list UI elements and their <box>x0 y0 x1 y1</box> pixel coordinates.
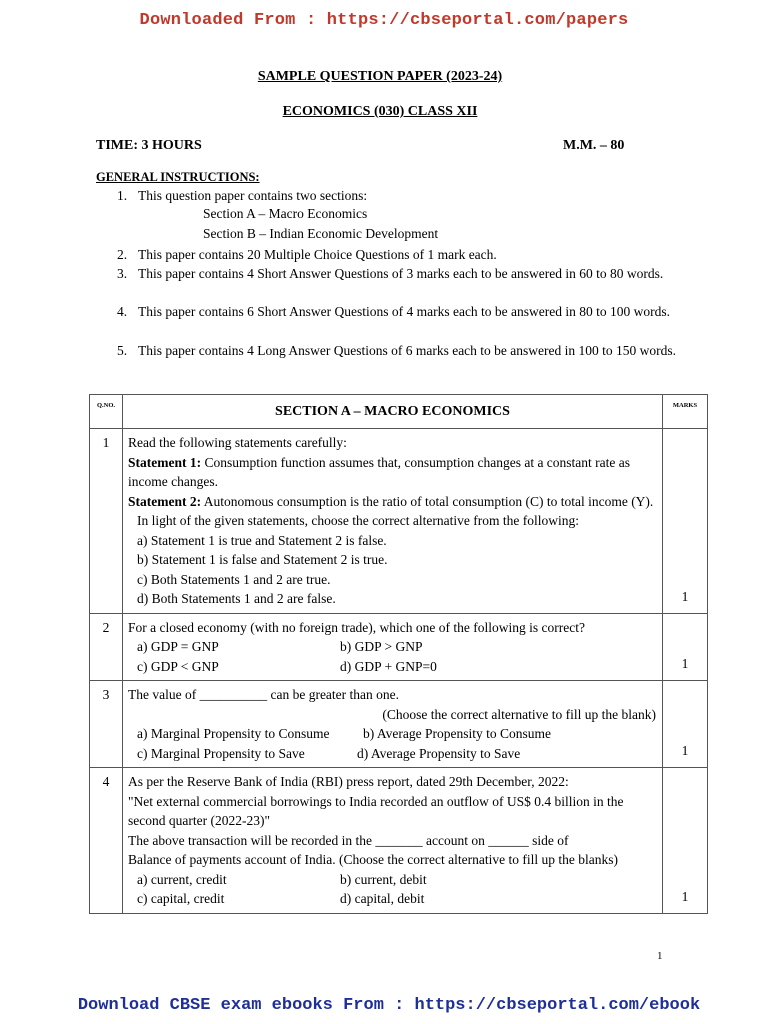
question-body <box>123 429 663 614</box>
instruction-number: 4. <box>117 304 128 319</box>
statement-1 <box>128 453 658 492</box>
ebook-download-banner[interactable]: Download CBSE exam ebooks From : https://cbseportal.com/ebook <box>77 996 701 1015</box>
option-row <box>128 637 658 657</box>
answer-option: a) GDP = GNP <box>137 639 219 654</box>
section-b-label: Section B – Indian Economic Development <box>203 226 439 241</box>
question-text: For a closed economy (with no foreign trade), which one of the following is correct? <box>128 619 585 635</box>
instruction-number: 5. <box>117 343 128 358</box>
question-text: As per the Reserve Bank of India (RBI) press report, dated 29th December, 2022: <box>128 774 569 789</box>
question-quote: "Net external commercial borrowings to India recorded an outflow of US$ 0.4 billion in the second quarter (2022-23)" <box>128 793 624 828</box>
option-row <box>128 870 658 890</box>
question-marks: 1 <box>663 681 708 768</box>
question-number: 4 <box>90 768 123 914</box>
answer-option: b) GDP > GNP <box>340 639 423 654</box>
answer-option: d) capital, debit <box>340 891 425 906</box>
instruction-item <box>117 245 677 265</box>
answer-option: b) current, debit <box>340 871 427 887</box>
instruction-item <box>117 341 677 361</box>
answer-option: c) Marginal Propensity to Save <box>137 745 305 761</box>
statement-text: Consumption function assumes that, consumption changes at a constant rate as income changes. <box>128 454 631 489</box>
instruction-text: This paper contains 4 Short Answer Questions of 3 marks each to be answered in 60 to 80 words. <box>138 266 664 281</box>
instruction-text: This paper contains 6 Short Answer Questions of 4 marks each to be answered in 80 to 100 words. <box>138 304 671 319</box>
paper-subject: ECONOMICS (030) CLASS XII <box>282 104 478 119</box>
answer-option: d) Average Propensity to Save <box>357 745 521 761</box>
maximum-marks: M.M. – 80 <box>563 138 625 153</box>
question-row <box>90 429 708 614</box>
question-marks: 1 <box>663 613 708 681</box>
question-marks: 1 <box>663 429 708 614</box>
statement-2 <box>128 492 658 512</box>
option-row <box>128 889 658 909</box>
question-text: The above transaction will be recorded in the _______ account on ______ side of <box>128 832 569 848</box>
qno-column-header: Q.NO. <box>90 395 123 429</box>
paper-title: SAMPLE QUESTION PAPER (2023-24) <box>257 69 503 84</box>
instruction-item <box>117 186 677 206</box>
answer-option: b) Statement 1 is false and Statement 2 is true. <box>137 552 388 567</box>
answer-option: b) Average Propensity to Consume <box>363 726 551 741</box>
answer-option: a) Statement 1 is true and Statement 2 is false. <box>137 532 387 548</box>
instructions-heading: GENERAL INSTRUCTIONS: <box>96 170 260 184</box>
instruction-number: 3. <box>117 266 128 281</box>
instruction-number: 2. <box>117 247 128 262</box>
answer-option: a) current, credit <box>137 871 227 887</box>
question-note: (Choose the correct alternative to fill up the blank) <box>382 706 656 722</box>
instruction-item <box>117 302 677 322</box>
instruction-item <box>117 264 677 284</box>
question-number: 2 <box>90 613 123 681</box>
instruction-text: This question paper contains two sections: <box>138 188 368 203</box>
statement-text: Autonomous consumption is the ratio of total consumption (C) to total income (Y). <box>201 493 654 509</box>
option-row <box>128 744 658 764</box>
question-intro: Read the following statements carefully: <box>128 435 347 450</box>
question-number: 1 <box>90 429 123 614</box>
question-row <box>90 613 708 681</box>
question-body <box>123 613 663 681</box>
marks-column-header: MARKS <box>663 395 708 429</box>
option-row <box>128 724 658 744</box>
question-prompt: In light of the given statements, choose the correct alternative from the following: <box>137 513 579 528</box>
option-row <box>128 657 658 677</box>
statement-label: Statement 1: <box>128 454 202 470</box>
instruction-number: 1. <box>117 188 128 203</box>
question-text: The value of __________ can be greater than one. <box>128 687 400 702</box>
instruction-text: This paper contains 4 Long Answer Questions of 6 marks each to be answered in 100 to 150 words. <box>138 343 677 358</box>
section-title: SECTION A – MACRO ECONOMICS <box>123 395 663 429</box>
question-text: Balance of payments account of India. (Choose the correct alternative to fill up the blanks) <box>128 852 618 867</box>
answer-option: d) GDP + GNP=0 <box>340 658 437 674</box>
download-source-banner[interactable]: Downloaded From : https://cbseportal.com/papers <box>139 11 629 30</box>
question-marks: 1 <box>663 768 708 914</box>
question-row <box>90 681 708 768</box>
page-number: 1 <box>657 950 663 962</box>
instruction-text: This paper contains 20 Multiple Choice Questions of 1 mark each. <box>138 247 497 262</box>
table-header-row <box>90 395 708 429</box>
answer-option: c) GDP < GNP <box>137 658 219 674</box>
answer-option: d) Both Statements 1 and 2 are false. <box>137 591 336 606</box>
question-number: 3 <box>90 681 123 768</box>
answer-option: a) Marginal Propensity to Consume <box>137 726 330 741</box>
answer-option: c) capital, credit <box>137 891 225 906</box>
question-body <box>123 681 663 768</box>
answer-option: c) Both Statements 1 and 2 are true. <box>137 571 331 587</box>
questions-table <box>89 394 708 914</box>
statement-label: Statement 2: <box>128 493 202 509</box>
question-body <box>123 768 663 914</box>
section-a-label: Section A – Macro Economics <box>203 206 368 221</box>
time-allowed: TIME: 3 HOURS <box>96 138 202 153</box>
question-row <box>90 768 708 914</box>
